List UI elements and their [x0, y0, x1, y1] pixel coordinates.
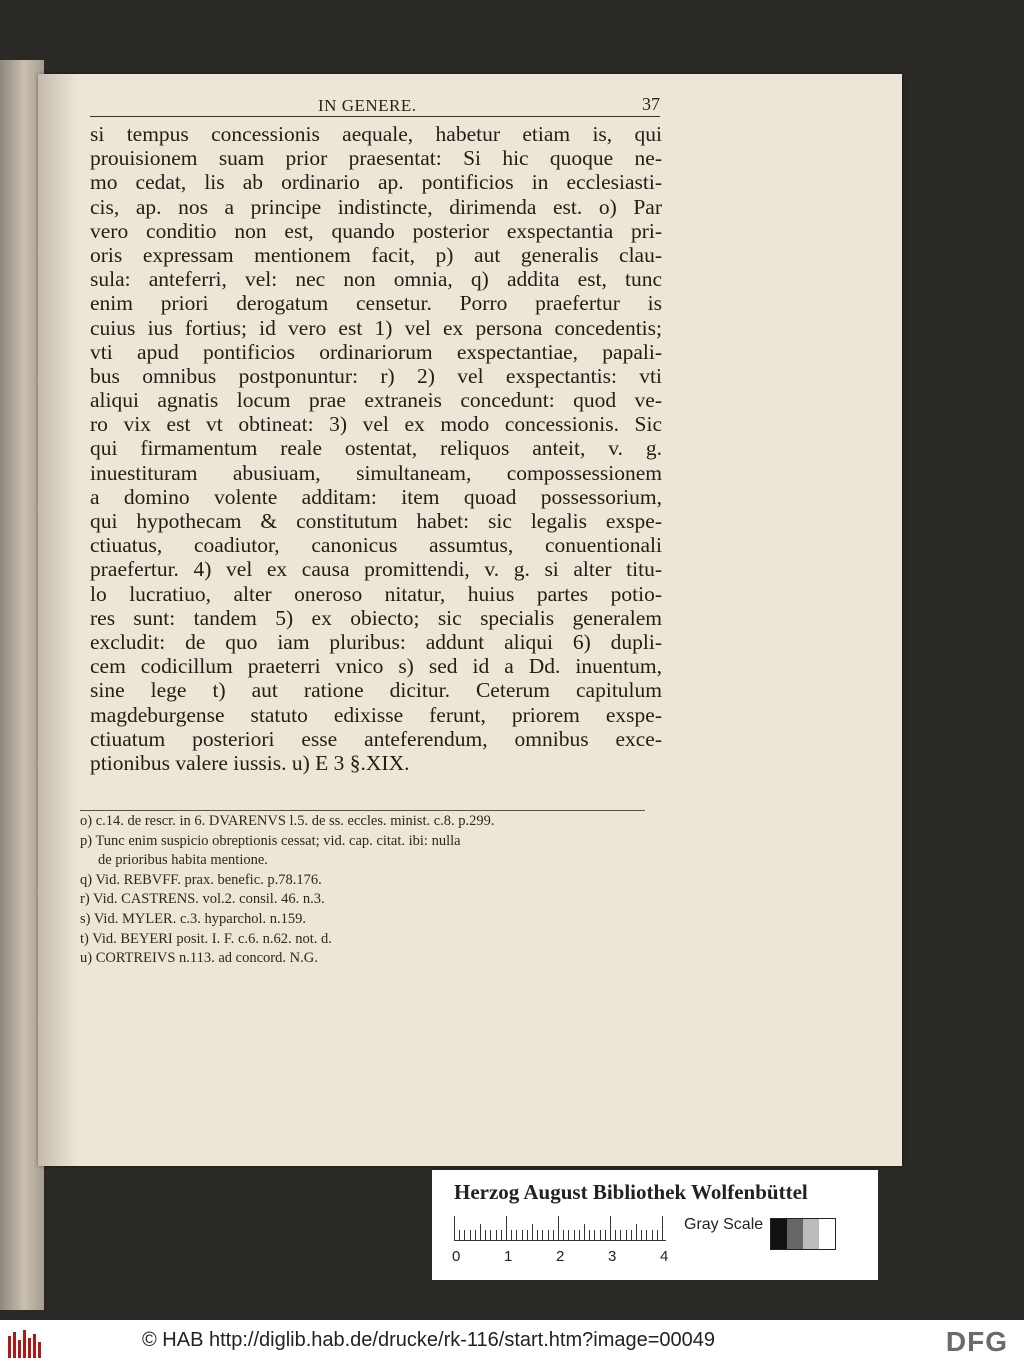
footnote: r) Vid. CASTRENS. vol.2. consil. 46. n.3. — [80, 891, 325, 908]
ruler-tick — [662, 1216, 663, 1240]
ruler-number: 4 — [660, 1248, 669, 1265]
ruler-tick — [600, 1230, 601, 1240]
text-line-content: prouisionem suam prior praesentat: Si hic quoque ne- — [90, 146, 662, 171]
text-line — [90, 582, 662, 606]
text-line-content: ptionibus valere iussis. u) E 3 §.XIX. — [90, 750, 410, 775]
ruler-tick — [605, 1230, 606, 1240]
ruler-tick — [496, 1230, 497, 1240]
text-line-content: qui firmamentum reale ostentat, reliquos anteit, v. g. — [90, 436, 662, 461]
ruler-tick — [615, 1230, 616, 1240]
text-line — [90, 243, 662, 267]
ruler-tick — [548, 1230, 549, 1240]
ruler-tick — [594, 1230, 595, 1240]
logo-bar — [18, 1340, 21, 1358]
text-line-content: cis, ap. nos a principe indistincte, dirimenda est. o) Par — [90, 194, 662, 219]
text-line-content: a domino volente additam: item quoad possessorium, — [90, 484, 662, 509]
dfg-logo[interactable]: DFG — [945, 1326, 1008, 1357]
text-line-content: vero conditio non est, quando posterior exspectantia pri- — [90, 218, 662, 243]
ruler-tick — [610, 1216, 611, 1240]
text-line — [90, 170, 662, 194]
text-line-content: ctiuatum posteriori esse anteferendum, omnibus exce- — [90, 726, 662, 751]
ruler-tick — [636, 1224, 637, 1240]
text-line — [90, 291, 662, 315]
ruler-tick — [584, 1224, 585, 1240]
logo-bar — [33, 1334, 36, 1358]
ruler-tick — [490, 1230, 491, 1240]
text-line-content: sula: anteferri, vel: nec non omnia, q) addita est, tunc — [90, 267, 662, 292]
text-line-content: excludit: de quo iam pluribus: addunt aliqui 6) dupli- — [90, 629, 662, 654]
ruler-tick — [558, 1216, 559, 1240]
logo-bar — [13, 1332, 16, 1358]
logo-bar — [8, 1336, 11, 1358]
ruler-tick — [574, 1230, 575, 1240]
ruler-tick — [516, 1230, 517, 1240]
footnote: o) c.14. de rescr. in 6. DVARENVS l.5. de ss. eccles. minist. c.8. p.299. — [80, 813, 495, 829]
running-title: IN GENERE. — [318, 96, 417, 115]
ruler-tick — [657, 1230, 658, 1240]
ruler-tick — [464, 1230, 465, 1240]
text-line-content: bus omnibus postponuntur: r) 2) vel exspectantis: vti — [90, 363, 662, 388]
text-line — [90, 703, 662, 727]
ruler-tick — [641, 1230, 642, 1240]
footer-bar — [0, 1320, 1024, 1366]
ruler-tick — [537, 1230, 538, 1240]
logo-bar — [23, 1330, 26, 1358]
ruler-tick — [485, 1230, 486, 1240]
ruler-tick — [506, 1216, 507, 1240]
text-line-content: cem codicillum praeterri vnico s) sed id a Dd. inuentum, — [90, 654, 662, 679]
text-line — [90, 195, 662, 219]
text-line — [90, 388, 662, 412]
text-line — [90, 533, 662, 557]
ruler-tick — [470, 1230, 471, 1240]
text-line — [90, 630, 662, 654]
text-line — [90, 316, 662, 340]
text-line — [90, 751, 662, 775]
text-line — [90, 364, 662, 388]
text-line — [90, 606, 662, 630]
text-line-content: qui hypothecam & constitutum habet: sic legalis exspe- — [90, 509, 662, 533]
ruler-number: 2 — [556, 1248, 565, 1265]
ruler-tick — [511, 1230, 512, 1240]
ruler-tick — [480, 1224, 481, 1240]
footnotes — [80, 812, 640, 969]
ruler-tick — [620, 1230, 621, 1240]
ruler-tick — [501, 1230, 502, 1240]
ruler-tick — [542, 1230, 543, 1240]
text-line — [90, 412, 662, 436]
text-line — [90, 122, 662, 146]
ruler-tick — [527, 1230, 528, 1240]
page-header — [90, 92, 660, 122]
text-line — [90, 219, 662, 243]
ruler-tick — [563, 1230, 564, 1240]
copyright-link[interactable]: © HAB http://diglib.hab.de/drucke/rk-116/start.htm?image=00049 — [142, 1329, 716, 1351]
text-line-content: ro vix est vt obtineat: 3) vel ex modo concessionis. Sic — [90, 412, 662, 437]
text-line — [90, 340, 662, 364]
footnote: t) Vid. BEYERI posit. I. F. c.6. n.62. not. d. — [80, 930, 332, 947]
text-line-content: lo lucratiuo, alter oneroso nitatur, huius partes potio- — [90, 581, 662, 606]
text-line — [90, 461, 662, 485]
text-line-content: cuius ius fortius; id vero est 1) vel ex persona concedentis; — [90, 315, 662, 340]
ruler-number: 3 — [608, 1248, 617, 1265]
ruler-tick — [589, 1230, 590, 1240]
text-line — [90, 678, 662, 702]
ruler-tick — [459, 1230, 460, 1240]
text-line-content: aliqui agnatis locum prae extraneis concedunt: quod ve- — [90, 388, 662, 413]
footnote: p) Tunc enim suspicio obreptionis cessat; vid. cap. citat. ibi: nulla — [80, 832, 461, 849]
text-line-content: sine lege t) aut ratione dicitur. Ceterum capitulum — [90, 678, 662, 703]
text-line — [90, 485, 662, 509]
text-line-content: ctiuatus, coadiutor, canonicus assumtus, conuentionali — [90, 533, 662, 558]
library-name: Herzog August Bibliothek Wolfenbüttel — [454, 1180, 808, 1204]
ruler-tick — [553, 1230, 554, 1240]
footnote: u) CORTREIVS n.113. ad concord. N.G. — [80, 950, 318, 967]
body-text — [90, 122, 662, 775]
ruler-tick — [652, 1230, 653, 1240]
logo-bar — [38, 1342, 41, 1358]
text-line — [90, 654, 662, 678]
ruler-number: 0 — [452, 1248, 461, 1265]
ruler-tick — [631, 1230, 632, 1240]
text-line-content: magdeburgense statuto edixisse ferunt, priorem exspe- — [90, 702, 662, 727]
scale-ruler — [454, 1216, 666, 1241]
text-line-content: mo cedat, lis ab ordinario ap. pontificios in ecclesiasti- — [90, 170, 662, 195]
text-line — [90, 557, 662, 581]
footnote: s) Vid. MYLER. c.3. hyparchol. n.159. — [80, 910, 307, 927]
text-line-content: inuestituram abusiuam, simultaneam, compossessionem — [90, 460, 662, 485]
ruler-tick — [646, 1230, 647, 1240]
text-line-content: si tempus concessionis aequale, habetur etiam is, qui — [90, 122, 662, 146]
text-line — [90, 727, 662, 751]
text-line-content: vti apud pontificios ordinariorum exspectantiae, papali- — [90, 339, 662, 364]
text-line-content: oris expressam mentionem facit, p) aut generalis clau- — [90, 242, 662, 267]
text-line-content: praefertur. 4) vel ex causa promittendi, v. g. si alter titu- — [90, 557, 662, 582]
ruler-tick — [568, 1230, 569, 1240]
page-number: 37 — [642, 94, 660, 114]
text-line-content: enim priori derogatum censetur. Porro praefertur is — [90, 291, 662, 316]
library-label-card — [432, 1170, 878, 1280]
gray-scale-strip — [770, 1218, 836, 1250]
footnote-rule — [80, 810, 645, 811]
gray-scale-label: Gray Scale — [684, 1216, 764, 1233]
text-line — [90, 267, 662, 291]
hab-logo-icon[interactable] — [8, 1328, 42, 1358]
text-line — [90, 146, 662, 170]
ruler-tick — [522, 1230, 523, 1240]
ruler-tick — [475, 1230, 476, 1240]
ruler-tick — [454, 1216, 455, 1240]
text-line-content: res sunt: tandem 5) ex obiecto; sic specialis generalem — [90, 605, 662, 630]
ruler-tick — [626, 1230, 627, 1240]
text-line — [90, 436, 662, 460]
ruler-tick — [532, 1224, 533, 1240]
footnote: de prioribus habita mentione. — [98, 852, 268, 869]
header-rule — [90, 116, 660, 117]
footnote: q) Vid. REBVFF. prax. benefic. p.78.176. — [80, 871, 322, 888]
logo-bar — [28, 1338, 31, 1358]
ruler-tick — [579, 1230, 580, 1240]
text-line — [90, 509, 662, 533]
ruler-number: 1 — [504, 1248, 513, 1265]
